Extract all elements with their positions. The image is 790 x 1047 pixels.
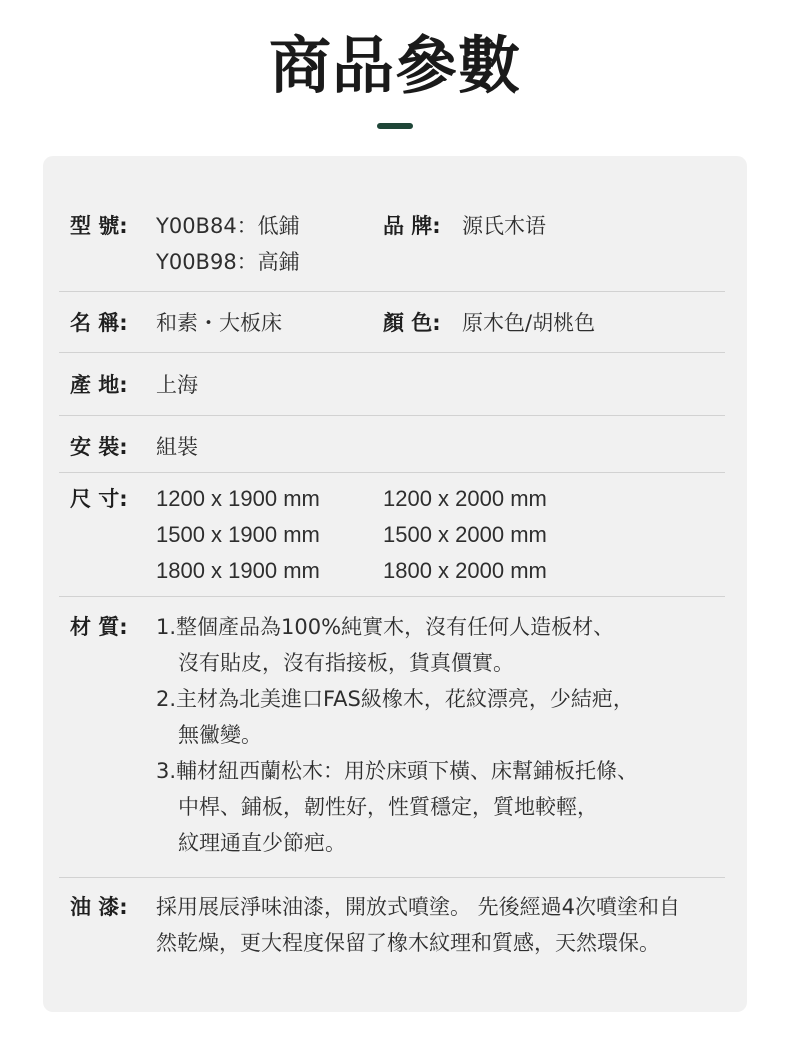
origin-label: 產 地: xyxy=(70,373,128,397)
size-right-1: 1200 x 2000 mm xyxy=(383,486,547,511)
origin-value: 上海 xyxy=(156,373,198,397)
divider xyxy=(59,877,725,878)
divider xyxy=(59,596,725,597)
material-line-6: 中桿、鋪板，韌性好，性質穩定，質地較輕， xyxy=(178,795,598,819)
divider xyxy=(59,415,725,416)
spec-card xyxy=(43,156,747,1012)
color-value: 原木色/胡桃色 xyxy=(462,311,596,335)
name-value: 和素・大板床 xyxy=(156,311,282,335)
finish-label: 油 漆: xyxy=(70,895,128,919)
material-line-4: 無黴變。 xyxy=(178,723,262,747)
brand-label: 品 牌: xyxy=(383,214,441,238)
size-right-2: 1500 x 2000 mm xyxy=(383,522,547,547)
material-line-2: 沒有貼皮，沒有指接板，貨真價實。 xyxy=(178,651,514,675)
title-accent-bar xyxy=(377,123,413,129)
color-label: 顏 色: xyxy=(383,311,441,335)
finish-line-2: 然乾燥，更大程度保留了橡木紋理和質感，天然環保。 xyxy=(156,931,660,955)
model-line-1: Y00B84：低鋪 xyxy=(156,214,300,238)
install-label: 安 裝: xyxy=(70,435,128,459)
size-left-2: 1500 x 1900 mm xyxy=(156,522,320,547)
size-left-1: 1200 x 1900 mm xyxy=(156,486,320,511)
material-label: 材 質: xyxy=(70,615,128,639)
size-label: 尺 寸: xyxy=(70,487,128,511)
size-left-3: 1800 x 1900 mm xyxy=(156,558,320,583)
material-line-3: 2.主材為北美進口FAS級橡木，花紋漂亮，少結疤， xyxy=(156,687,634,711)
model-line-2: Y00B98：高鋪 xyxy=(156,250,300,274)
divider xyxy=(59,472,725,473)
name-label: 名 稱: xyxy=(70,311,128,335)
material-line-5: 3.輔材紐西蘭松木：用於床頭下橫、床幫鋪板托條、 xyxy=(156,759,639,783)
size-right-3: 1800 x 2000 mm xyxy=(383,558,547,583)
install-value: 組裝 xyxy=(156,435,198,459)
material-line-7: 紋理通直少節疤。 xyxy=(178,831,346,855)
material-line-1: 1.整個產品為100%純實木，沒有任何人造板材、 xyxy=(156,615,615,639)
page-title: 商品參數 xyxy=(268,29,521,102)
divider xyxy=(59,291,725,292)
brand-value: 源氏木语 xyxy=(462,214,546,238)
finish-line-1: 採用展辰淨味油漆，開放式噴塗。 先後經過4次噴塗和自 xyxy=(156,895,681,919)
divider xyxy=(59,352,725,353)
model-label: 型 號: xyxy=(70,214,128,238)
